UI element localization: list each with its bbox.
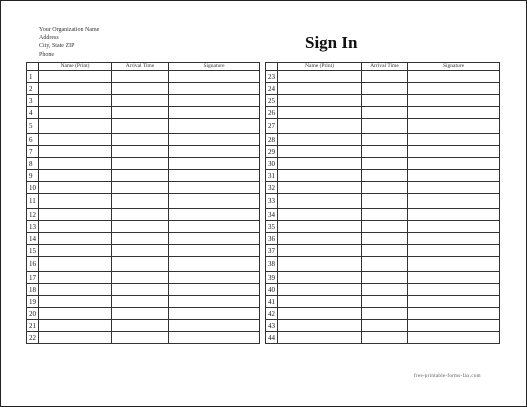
name-cell[interactable] xyxy=(278,209,362,221)
row-number: 18 xyxy=(27,284,39,296)
table-row xyxy=(266,71,500,83)
name-cell[interactable] xyxy=(278,146,362,158)
table-row xyxy=(266,107,500,119)
row-number: 11 xyxy=(27,194,39,209)
row-number: 31 xyxy=(266,170,278,182)
arrival-time-cell[interactable] xyxy=(112,107,169,119)
table-row xyxy=(266,134,500,146)
name-cell[interactable] xyxy=(278,272,362,284)
table-row xyxy=(266,146,500,158)
organization-city-state-zip: City, State ZIP xyxy=(39,43,75,50)
name-cell[interactable] xyxy=(39,296,112,308)
name-cell[interactable] xyxy=(39,95,112,107)
signature-cell[interactable] xyxy=(169,71,260,83)
number-column-header xyxy=(27,63,39,71)
organization-address: Address xyxy=(39,35,59,42)
arrival-time-cell[interactable] xyxy=(112,320,169,332)
arrival-time-cell[interactable] xyxy=(362,332,408,344)
name-cell[interactable] xyxy=(39,119,112,134)
signature-cell[interactable] xyxy=(169,182,260,194)
arrival-time-cell[interactable] xyxy=(112,284,169,296)
arrival-time-cell[interactable] xyxy=(112,83,169,95)
row-number: 30 xyxy=(266,158,278,170)
row-number: 34 xyxy=(266,209,278,221)
row-number: 41 xyxy=(266,296,278,308)
arrival-time-cell[interactable] xyxy=(112,170,169,182)
arrival-time-cell[interactable] xyxy=(362,107,408,119)
name-cell[interactable] xyxy=(39,194,112,209)
table-row xyxy=(27,308,260,320)
signature-cell[interactable] xyxy=(408,83,500,95)
name-cell[interactable] xyxy=(278,170,362,182)
row-number: 32 xyxy=(266,182,278,194)
name-cell[interactable] xyxy=(278,308,362,320)
arrival-time-cell[interactable] xyxy=(112,194,169,209)
name-cell[interactable] xyxy=(39,134,112,146)
signature-cell[interactable] xyxy=(408,296,500,308)
table-row xyxy=(27,296,260,308)
arrival-time-cell[interactable] xyxy=(362,194,408,209)
table-row xyxy=(27,320,260,332)
organization-phone: Phone xyxy=(39,51,54,58)
arrival-time-cell[interactable] xyxy=(112,182,169,194)
signature-cell[interactable] xyxy=(408,257,500,272)
row-number: 9 xyxy=(27,170,39,182)
signature-cell[interactable] xyxy=(408,221,500,233)
row-number: 36 xyxy=(266,233,278,245)
arrival-time-cell[interactable] xyxy=(112,245,169,257)
name-cell[interactable] xyxy=(39,308,112,320)
row-number: 43 xyxy=(266,320,278,332)
table-row xyxy=(27,158,260,170)
table-row xyxy=(266,194,500,209)
arrival-time-cell[interactable] xyxy=(362,221,408,233)
table-row xyxy=(27,257,260,272)
signature-cell[interactable] xyxy=(408,233,500,245)
arrival-time-cell[interactable] xyxy=(362,95,408,107)
arrival-time-column-header: Arrival Time xyxy=(362,63,408,71)
signature-cell[interactable] xyxy=(169,257,260,272)
signature-cell[interactable] xyxy=(408,320,500,332)
row-number: 23 xyxy=(266,71,278,83)
arrival-time-cell[interactable] xyxy=(362,146,408,158)
name-cell[interactable] xyxy=(278,320,362,332)
signature-cell[interactable] xyxy=(169,146,260,158)
name-cell[interactable] xyxy=(39,221,112,233)
row-number: 29 xyxy=(266,146,278,158)
arrival-time-cell[interactable] xyxy=(112,71,169,83)
table-row xyxy=(266,119,500,134)
arrival-time-cell[interactable] xyxy=(362,284,408,296)
row-number: 7 xyxy=(27,146,39,158)
signature-cell[interactable] xyxy=(169,83,260,95)
arrival-time-cell[interactable] xyxy=(362,308,408,320)
name-cell[interactable] xyxy=(278,221,362,233)
table-row xyxy=(27,83,260,95)
row-number: 42 xyxy=(266,308,278,320)
signature-cell[interactable] xyxy=(408,107,500,119)
name-cell[interactable] xyxy=(278,95,362,107)
name-cell[interactable] xyxy=(278,134,362,146)
name-cell[interactable] xyxy=(39,233,112,245)
organization-name: Your Organization Name xyxy=(39,27,100,33)
name-cell[interactable] xyxy=(39,257,112,272)
row-number: 40 xyxy=(266,284,278,296)
name-cell[interactable] xyxy=(278,71,362,83)
table-row xyxy=(266,83,500,95)
arrival-time-cell[interactable] xyxy=(362,182,408,194)
name-cell[interactable] xyxy=(39,182,112,194)
row-number: 39 xyxy=(266,272,278,284)
table-row xyxy=(27,245,260,257)
row-number: 44 xyxy=(266,332,278,344)
table-row xyxy=(27,119,260,134)
signature-cell[interactable] xyxy=(408,158,500,170)
row-number: 20 xyxy=(27,308,39,320)
arrival-time-cell[interactable] xyxy=(362,296,408,308)
signature-cell[interactable] xyxy=(169,296,260,308)
row-number: 38 xyxy=(266,257,278,272)
row-number: 6 xyxy=(27,134,39,146)
row-number: 28 xyxy=(266,134,278,146)
signature-column-header: Signature xyxy=(169,63,260,71)
name-cell[interactable] xyxy=(39,83,112,95)
table-row xyxy=(266,182,500,194)
name-cell[interactable] xyxy=(278,296,362,308)
name-cell[interactable] xyxy=(39,272,112,284)
table-row xyxy=(27,194,260,209)
signature-cell[interactable] xyxy=(408,182,500,194)
table-header-row xyxy=(266,63,500,71)
signature-cell[interactable] xyxy=(169,134,260,146)
signature-cell[interactable] xyxy=(169,233,260,245)
row-number: 12 xyxy=(27,209,39,221)
signature-cell[interactable] xyxy=(408,272,500,284)
table-row xyxy=(27,209,260,221)
signature-cell[interactable] xyxy=(169,194,260,209)
name-cell[interactable] xyxy=(278,332,362,344)
arrival-time-cell[interactable] xyxy=(362,257,408,272)
signature-cell[interactable] xyxy=(169,119,260,134)
sign-in-table-left xyxy=(26,62,260,344)
table-row xyxy=(27,272,260,284)
arrival-time-cell[interactable] xyxy=(362,119,408,134)
name-cell[interactable] xyxy=(278,245,362,257)
row-number: 35 xyxy=(266,221,278,233)
footer-url: free-printable-forms-fax.com xyxy=(414,374,481,379)
row-number: 25 xyxy=(266,95,278,107)
arrival-time-cell[interactable] xyxy=(112,95,169,107)
name-cell[interactable] xyxy=(278,284,362,296)
name-cell[interactable] xyxy=(39,320,112,332)
signature-cell[interactable] xyxy=(169,158,260,170)
arrival-time-cell[interactable] xyxy=(112,119,169,134)
arrival-time-cell[interactable] xyxy=(112,272,169,284)
arrival-time-cell[interactable] xyxy=(362,320,408,332)
table-row xyxy=(266,158,500,170)
table-row xyxy=(266,245,500,257)
name-cell[interactable] xyxy=(39,284,112,296)
signature-cell[interactable] xyxy=(169,221,260,233)
row-number: 5 xyxy=(27,119,39,134)
row-number: 3 xyxy=(27,95,39,107)
signature-cell[interactable] xyxy=(169,284,260,296)
name-cell[interactable] xyxy=(39,245,112,257)
table-row xyxy=(27,182,260,194)
row-number: 10 xyxy=(27,182,39,194)
table-row xyxy=(266,272,500,284)
signature-cell[interactable] xyxy=(169,245,260,257)
signature-cell[interactable] xyxy=(169,320,260,332)
row-number: 1 xyxy=(27,71,39,83)
arrival-time-cell[interactable] xyxy=(362,158,408,170)
arrival-time-cell[interactable] xyxy=(112,233,169,245)
signature-cell[interactable] xyxy=(169,272,260,284)
table-row xyxy=(266,209,500,221)
arrival-time-column-header: Arrival Time xyxy=(112,63,169,71)
arrival-time-cell[interactable] xyxy=(362,233,408,245)
table-row xyxy=(27,233,260,245)
row-number: 14 xyxy=(27,233,39,245)
row-number: 19 xyxy=(27,296,39,308)
row-number: 15 xyxy=(27,245,39,257)
table-row xyxy=(266,284,500,296)
row-number: 22 xyxy=(27,332,39,344)
table-row xyxy=(27,95,260,107)
table-row xyxy=(27,170,260,182)
arrival-time-cell[interactable] xyxy=(112,257,169,272)
table-row xyxy=(266,221,500,233)
row-number: 8 xyxy=(27,158,39,170)
arrival-time-cell[interactable] xyxy=(362,134,408,146)
row-number: 17 xyxy=(27,272,39,284)
signature-cell[interactable] xyxy=(169,209,260,221)
table-row xyxy=(27,332,260,344)
row-number: 33 xyxy=(266,194,278,209)
arrival-time-cell[interactable] xyxy=(362,272,408,284)
table-row xyxy=(266,296,500,308)
signature-cell[interactable] xyxy=(408,332,500,344)
sign-in-table-right xyxy=(265,62,500,344)
arrival-time-cell[interactable] xyxy=(362,245,408,257)
name-cell[interactable] xyxy=(278,158,362,170)
name-cell[interactable] xyxy=(278,233,362,245)
table-row xyxy=(27,146,260,158)
arrival-time-cell[interactable] xyxy=(112,296,169,308)
row-number: 21 xyxy=(27,320,39,332)
arrival-time-cell[interactable] xyxy=(112,308,169,320)
signature-cell[interactable] xyxy=(408,209,500,221)
row-number: 16 xyxy=(27,257,39,272)
name-cell[interactable] xyxy=(278,83,362,95)
table-row xyxy=(266,257,500,272)
name-cell[interactable] xyxy=(39,170,112,182)
table-header-row xyxy=(27,63,260,71)
row-number: 24 xyxy=(266,83,278,95)
table-row xyxy=(266,95,500,107)
name-cell[interactable] xyxy=(39,107,112,119)
arrival-time-cell[interactable] xyxy=(112,209,169,221)
name-cell[interactable] xyxy=(278,182,362,194)
table-row xyxy=(266,320,500,332)
row-number: 13 xyxy=(27,221,39,233)
signature-cell[interactable] xyxy=(169,170,260,182)
signature-column-header: Signature xyxy=(408,63,500,71)
arrival-time-cell[interactable] xyxy=(362,71,408,83)
signature-cell[interactable] xyxy=(169,95,260,107)
table-row xyxy=(27,221,260,233)
row-number: 2 xyxy=(27,83,39,95)
organization-block xyxy=(39,26,99,59)
table-row xyxy=(27,134,260,146)
name-cell[interactable] xyxy=(278,194,362,209)
page-title: Sign In xyxy=(305,33,358,52)
signature-cell[interactable] xyxy=(408,71,500,83)
signature-cell[interactable] xyxy=(408,308,500,320)
signature-cell[interactable] xyxy=(169,107,260,119)
name-cell[interactable] xyxy=(39,146,112,158)
name-cell[interactable] xyxy=(278,107,362,119)
arrival-time-cell[interactable] xyxy=(112,221,169,233)
name-column-header: Name (Print) xyxy=(278,63,362,71)
signature-cell[interactable] xyxy=(408,95,500,107)
row-number: 4 xyxy=(27,107,39,119)
signature-cell[interactable] xyxy=(408,119,500,134)
table-row xyxy=(27,107,260,119)
signature-cell[interactable] xyxy=(408,146,500,158)
signature-cell[interactable] xyxy=(408,245,500,257)
table-row xyxy=(27,284,260,296)
number-column-header xyxy=(266,63,278,71)
arrival-time-cell[interactable] xyxy=(112,332,169,344)
signature-cell[interactable] xyxy=(408,134,500,146)
row-number: 26 xyxy=(266,107,278,119)
row-number: 37 xyxy=(266,245,278,257)
arrival-time-cell[interactable] xyxy=(362,170,408,182)
arrival-time-cell[interactable] xyxy=(112,146,169,158)
arrival-time-cell[interactable] xyxy=(362,209,408,221)
name-cell[interactable] xyxy=(39,158,112,170)
arrival-time-cell[interactable] xyxy=(362,83,408,95)
name-cell[interactable] xyxy=(39,332,112,344)
name-cell[interactable] xyxy=(39,71,112,83)
name-cell[interactable] xyxy=(39,209,112,221)
arrival-time-cell[interactable] xyxy=(112,158,169,170)
name-column-header: Name (Print) xyxy=(39,63,112,71)
signature-cell[interactable] xyxy=(169,308,260,320)
name-cell[interactable] xyxy=(278,257,362,272)
row-number: 27 xyxy=(266,119,278,134)
table-row xyxy=(27,71,260,83)
table-row xyxy=(266,233,500,245)
signature-cell[interactable] xyxy=(408,170,500,182)
table-row xyxy=(266,332,500,344)
table-row xyxy=(266,308,500,320)
arrival-time-cell[interactable] xyxy=(112,134,169,146)
name-cell[interactable] xyxy=(278,119,362,134)
signature-cell[interactable] xyxy=(408,194,500,209)
signature-cell[interactable] xyxy=(169,332,260,344)
table-row xyxy=(266,170,500,182)
signature-cell[interactable] xyxy=(408,284,500,296)
